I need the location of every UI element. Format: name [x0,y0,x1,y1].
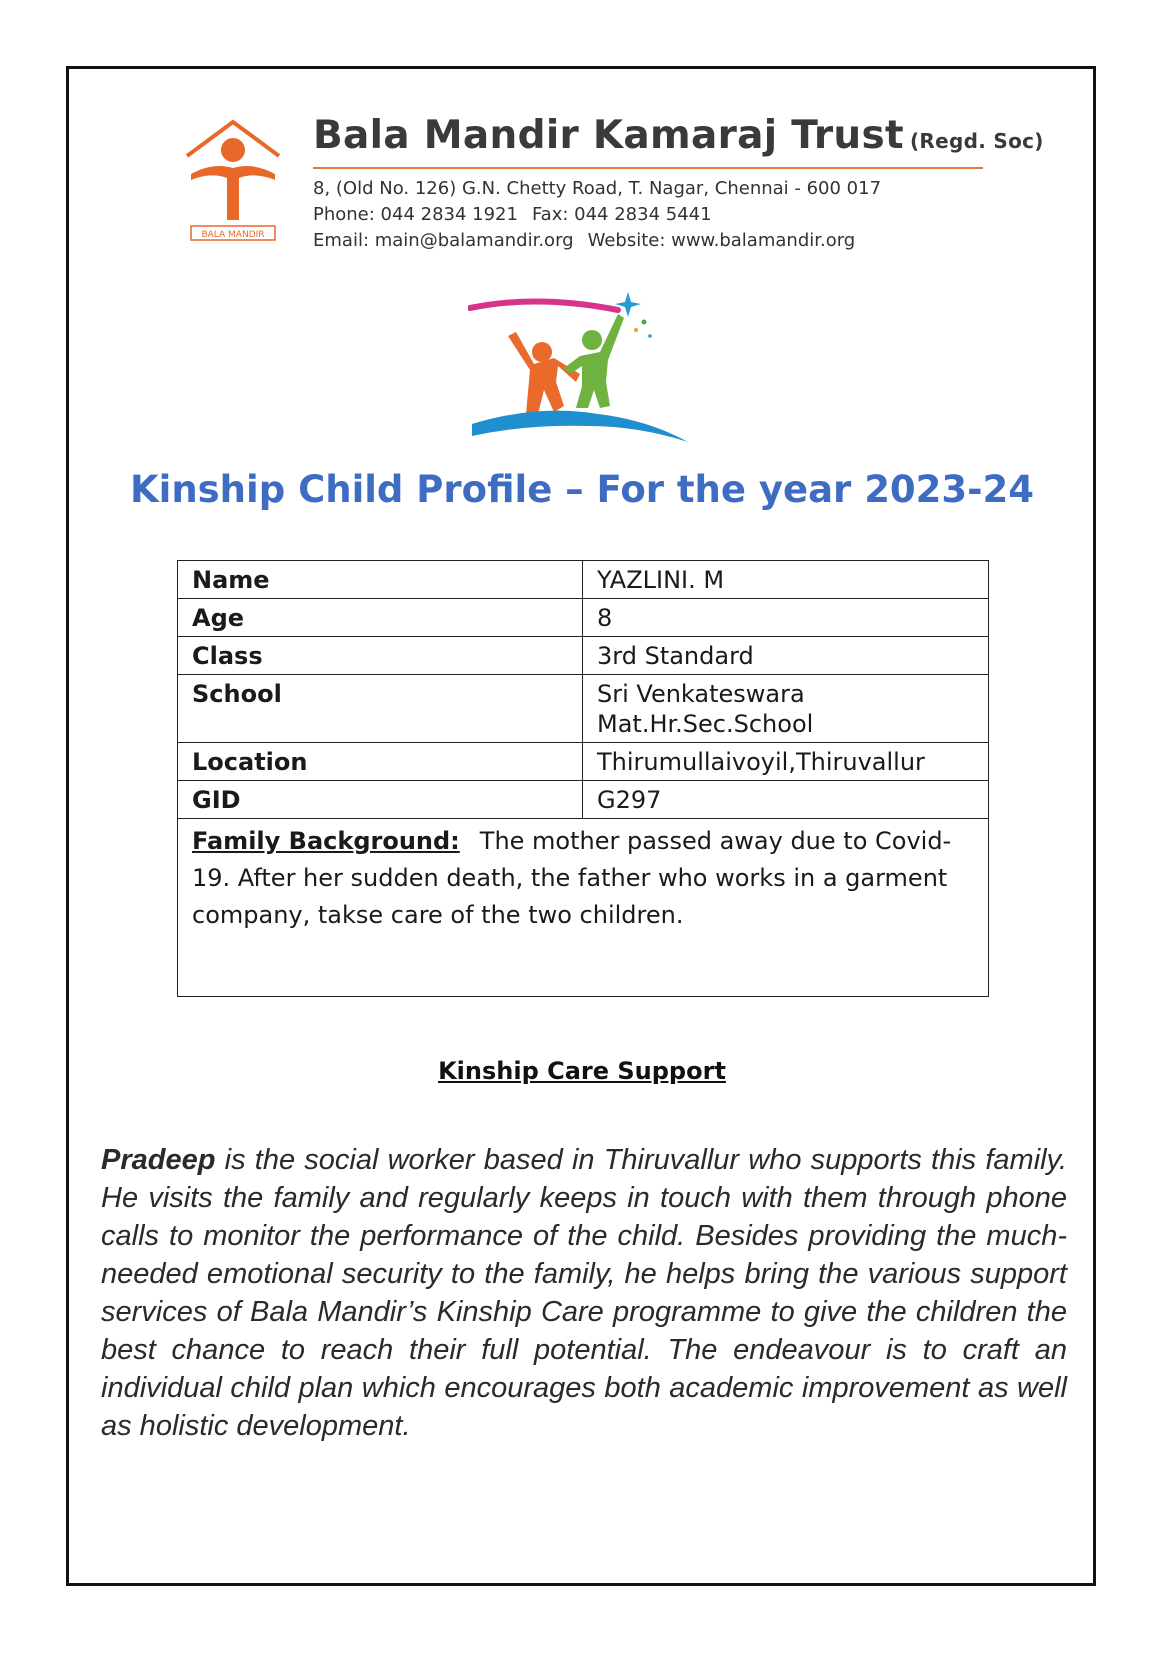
family-background-text: The mother passed away due to Covid-19. After her sudden death, the father who works in a garment company, takse care of the two children. [192,827,952,929]
org-title [313,113,1044,158]
kinship-kids-logo [468,286,698,456]
org-web-line [313,230,855,251]
org-website: Website: www.balamandir.org [587,230,856,251]
row-value: YAZLINI. M [583,561,989,599]
org-contact-line [313,204,712,225]
row-value: 8 [583,599,989,637]
row-value: Thirumullaivoyil,Thiruvallur [583,743,989,781]
family-background-row [178,819,989,997]
social-worker-name: Pradeep [101,1144,216,1176]
support-heading: Kinship Care Support [438,1057,726,1085]
family-background-cell [178,819,989,997]
row-label: Class [178,637,583,675]
table-row [178,675,989,743]
table-row [178,599,989,637]
org-email: Email: main@balamandir.org [313,230,574,251]
bala-mandir-logo [183,118,283,248]
row-value: 3rd Standard [583,637,989,675]
org-address: 8, (Old No. 126) G.N. Chetty Road, T. Nagar, Chennai - 600 017 [313,178,882,199]
row-label: Age [178,599,583,637]
table-row [178,637,989,675]
row-label: Name [178,561,583,599]
support-text: is the social worker based in Thiruvallur who supports this family. He visits the family and regularly keeps in touch with them through phone calls to monitor the performance of the child. Besides providing the much-needed emotional security to the family, he helps bring the various support services of Bala Mandir’s Kinship Care programme to give the children the best chance to reach their full potential. The endeavour is to craft an individual child plan which encourages both academic improvement as well as holistic development. [101,1144,1067,1442]
row-label: Location [178,743,583,781]
family-background-label: Family Background: [192,827,460,855]
letterhead-divider [313,167,983,169]
child-profile-table [177,560,989,997]
org-name: Bala Mandir Kamaraj Trust [313,113,904,158]
table-row [178,561,989,599]
support-paragraph [101,1141,1067,1445]
org-phone: Phone: 044 2834 1921 [313,204,518,225]
table-row [178,781,989,819]
org-regd: (Regd. Soc) [909,129,1044,153]
row-label: GID [178,781,583,819]
row-value: G297 [583,781,989,819]
table-row [178,743,989,781]
org-fax: Fax: 044 2834 5441 [531,204,712,225]
page-title: Kinship Child Profile – For the year 2023-24 [129,468,1035,511]
row-value: Sri Venkateswara Mat.Hr.Sec.School [583,675,989,743]
row-label: School [178,675,583,743]
logo-caption: BALA MANDIR [201,230,265,240]
